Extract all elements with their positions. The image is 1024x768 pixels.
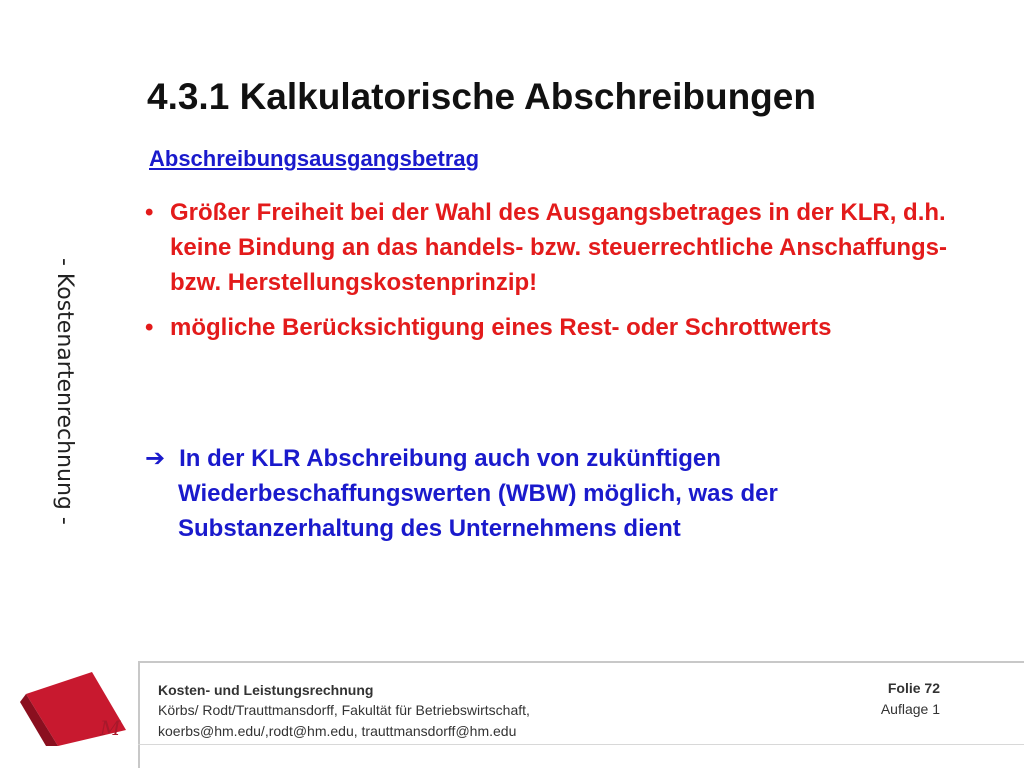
arrow-right-icon: ➔ bbox=[145, 444, 166, 472]
bullet-list bbox=[145, 195, 975, 345]
footer-course: Kosten- und Leistungsrechnung bbox=[158, 682, 374, 698]
conclusion-first-line bbox=[145, 445, 721, 472]
conclusion-rest: Wiederbeschaffungswerten (WBW) möglich, was der Substanzerhaltung des Unternehmens dient bbox=[178, 480, 778, 542]
bullet-marker: • bbox=[145, 199, 154, 226]
footer-vertical-divider bbox=[138, 661, 140, 768]
slide-number: Folie 72 bbox=[887, 680, 940, 696]
side-section-label: - Kostenartenrechnung - bbox=[52, 258, 77, 525]
footer-emails bbox=[158, 723, 516, 739]
email-text: koerbs@hm.edu/, bbox=[158, 723, 269, 739]
slide-title: 4.3.1 Kalkulatorische Abschreibungen bbox=[147, 76, 816, 117]
email-link-rodt[interactable]: rodt@hm.edu bbox=[268, 723, 354, 739]
bullet-text: mögliche Berücksichtigung eines Rest- oder Schrottwerts bbox=[170, 314, 832, 341]
slide-subtitle: Abschreibungsausgangsbetrag bbox=[149, 146, 480, 171]
email-separator: , bbox=[353, 723, 362, 739]
bullet-text: Größer Freiheit bei der Wahl des Ausgangsbetrages in der KLR, d.h. keine Bindung an das handels- bzw. steuerrechtliche Anschaffungs- bzw. Herstellungskostenprinzip! bbox=[170, 199, 948, 296]
email-link-trauttmansdorff[interactable]: trauttmansdorff@hm. bbox=[361, 723, 493, 739]
footer-bottom-divider bbox=[138, 744, 1024, 745]
logo-letter: M bbox=[100, 716, 121, 740]
footer-authors: Körbs/ Rodt/Trauttmansdorff, Fakultät für Betriebswirtschaft, bbox=[158, 702, 530, 718]
footer-divider bbox=[138, 661, 1024, 663]
edition-label: Auflage 1 bbox=[880, 701, 940, 717]
bullet-item bbox=[145, 195, 975, 300]
bullet-item bbox=[145, 310, 975, 345]
conclusion-line1: In der KLR Abschreibung auch von zukünftigen bbox=[179, 445, 721, 472]
bullet-marker: • bbox=[145, 314, 154, 341]
conclusion-text bbox=[145, 441, 965, 546]
email-suffix: edu bbox=[493, 723, 517, 739]
